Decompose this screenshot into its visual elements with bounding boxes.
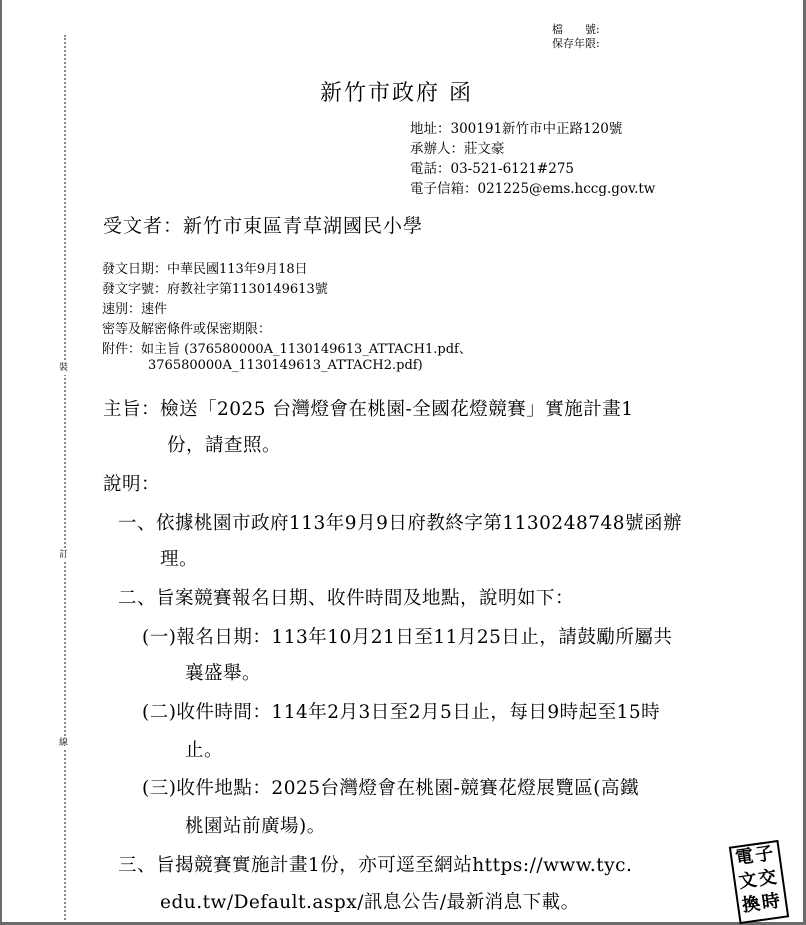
archive-retention: 保存年限: xyxy=(552,37,600,50)
item-1-line-1: 一、依據桃園市政府113年9月9日府教終字第1130248748號函辦 xyxy=(118,513,683,534)
sub-item-1-line-2: 襄盛舉。 xyxy=(185,663,262,684)
contact-address: 地址：300191新竹市中正路120號 xyxy=(410,121,623,137)
meta-date: 發文日期：中華民國113年9月18日 xyxy=(102,262,308,277)
window-left-border xyxy=(0,0,2,925)
item-2-line-1: 二、旨案競賽報名日期、收件時間及地點，說明如下： xyxy=(118,588,575,609)
archive-file-no: 檔 號: xyxy=(552,23,600,36)
stamp-char-shi: 時 xyxy=(760,890,782,914)
meta-secrecy: 密等及解密條件或保密期限： xyxy=(102,322,272,337)
explanation-heading: 說明： xyxy=(103,474,161,495)
sub-item-2-line-2: 止。 xyxy=(185,740,224,761)
binding-mark-xian: 線 xyxy=(59,738,69,748)
binding-mark-ding: 訂 xyxy=(59,550,69,560)
meta-doc-no: 發文字號：府教社字第1130149613號 xyxy=(102,282,328,297)
contact-phone: 電話：03-521-6121#275 xyxy=(410,161,575,177)
stamp-char-zi: 子 xyxy=(753,842,775,867)
contact-email: 電子信箱：021225@ems.hccg.gov.tw xyxy=(410,181,656,197)
contact-handler: 承辦人：莊文豪 xyxy=(410,141,505,157)
subject-line-1: 主旨：檢送「2025 台灣燈會在桃園-全國花燈競賽」實施計畫1 xyxy=(103,399,634,420)
subject-line-2: 份，請查照。 xyxy=(167,435,282,456)
recipient: 受文者：新竹市東區青草湖國民小學 xyxy=(103,215,424,237)
item-1-line-2: 理。 xyxy=(160,549,199,570)
stamp-char-jiao: 交 xyxy=(757,866,778,890)
sub-item-3-line-2: 桃園站前廣場)。 xyxy=(185,816,326,837)
sub-item-2-line-1: (二)收件時間：114年2月3日至2月5日止，每日9時起至15時 xyxy=(142,702,661,723)
item-3-line-2: edu.tw/Default.aspx/訊息公告/最新消息下載。 xyxy=(160,892,580,913)
meta-speed: 速別：速件 xyxy=(102,302,168,317)
meta-attachment-cont: 376580000A_1130149613_ATTACH2.pdf) xyxy=(148,358,423,373)
document-title: 新竹市政府 函 xyxy=(320,81,473,106)
sub-item-3-line-1: (三)收件地點：2025台灣燈會在桃園-競賽花燈展覽區(高鐵 xyxy=(142,778,639,799)
binding-dotted-line xyxy=(64,35,66,920)
stamp-char-huan: 換 xyxy=(740,893,762,917)
meta-attachment: 附件：如主旨 (376580000A_1130149613_ATTACH1.pdf、 xyxy=(102,342,472,357)
sub-item-1-line-1: (一)報名日期：113年10月21日至11月25日止，請鼓勵所屬共 xyxy=(142,627,673,648)
stamp-char-dian: 電 xyxy=(734,845,755,869)
binding-mark-zhuang: 裝 xyxy=(59,363,69,373)
item-3-line-1: 三、旨揭競賽實施計畫1份，亦可逕至網站https://www.tyc. xyxy=(118,855,633,876)
stamp-char-wen: 文 xyxy=(737,869,759,893)
e-document-exchange-stamp xyxy=(729,840,789,924)
